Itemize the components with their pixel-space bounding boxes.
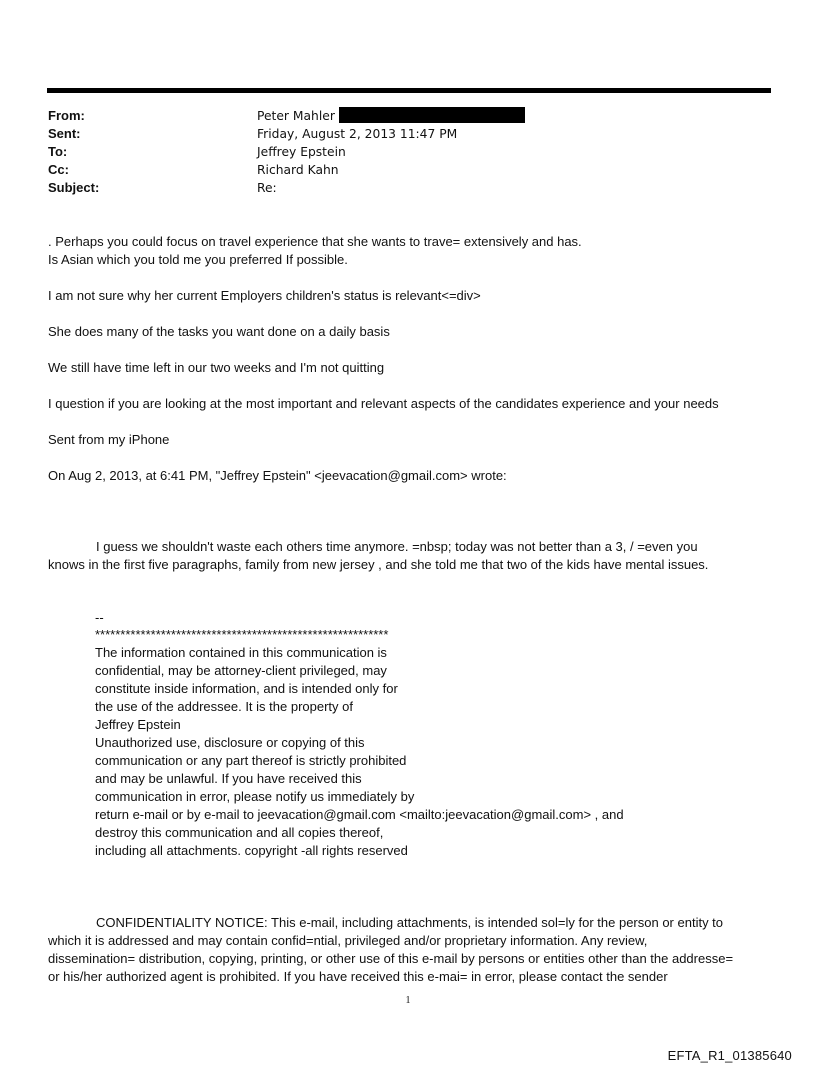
notice-line: dissemination= distribution, copying, printing, or other use of this e-mail by persons or entities other than the addresse= [48,951,734,966]
quoted-line: I guess we shouldn't waste each others time anymore. =nbsp; today was not better than a 3, / =even you [96,539,698,554]
body-line: She does many of the tasks you want done on a daily basis [48,324,390,339]
body-line: . Perhaps you could focus on travel experience that she wants to trave= extensively and has. [48,234,582,249]
notice-line: which it is addressed and may contain confid=ntial, privileged and/or proprietary information. Any review, [48,933,648,948]
disclaimer-line: the use of the addressee. It is the property of [95,699,353,714]
body-line: Sent from my iPhone [48,432,170,447]
disclaimer-line: Jeffrey Epstein [95,717,181,732]
subject-value: Re: [257,181,277,195]
to-label: To: [48,144,68,159]
disclaimer-line: and may be unlawful. If you have received this [95,771,362,786]
to-value: Jeffrey Epstein [257,145,346,159]
body-line: On Aug 2, 2013, at 6:41 PM, "Jeffrey Epstein" <jeevacation@gmail.com> wrote: [48,468,507,483]
confidentiality-notice [48,914,778,986]
disclaimer-dashes: -- [95,610,104,625]
from-label: From: [48,108,85,123]
cc-value: Richard Kahn [257,163,339,177]
header-rule [47,88,771,93]
disclaimer-block [95,609,624,860]
disclaimer-line: communication or any part thereof is strictly prohibited [95,753,407,768]
disclaimer-line: return e-mail or by e-mail to jeevacation@gmail.com <mailto:jeevacation@gmail.com> , and [95,807,624,822]
sent-label: Sent: [48,126,81,141]
disclaimer-line: The information contained in this communication is [95,645,387,660]
body-line: I question if you are looking at the most important and relevant aspects of the candidates experience and your needs [48,396,719,411]
page-number: 1 [405,995,411,1006]
disclaimer-stars: ********************************************************** [95,627,389,642]
sent-value: Friday, August 2, 2013 11:47 PM [257,127,458,141]
bates-number: EFTA_R1_01385640 [667,1048,792,1063]
disclaimer-line: confidential, may be attorney-client privileged, may [95,663,387,678]
body-paragraph [48,359,778,377]
cc-label: Cc: [48,162,69,177]
quoted-message [48,538,778,574]
body-line: We still have time left in our two weeks and I'm not quitting [48,360,385,375]
notice-line: or his/her authorized agent is prohibited. If you have received this e-mai= in error, please contact the sender [48,969,668,984]
quote-attribution [48,467,778,485]
disclaimer-line: including all attachments. copyright -all rights reserved [95,843,408,858]
from-value [257,107,525,125]
disclaimer-line: communication in error, please notify us immediately by [95,789,415,804]
disclaimer-line: Unauthorized use, disclosure or copying of this [95,735,365,750]
from-name: Peter Mahler [257,109,335,123]
redaction-box [339,107,525,123]
body-paragraph [48,287,778,305]
body-paragraph [48,323,778,341]
message-body [48,233,778,269]
subject-label: Subject: [48,180,100,195]
quoted-line: knows in the first five paragraphs, family from new jersey , and she told me that two of the kids have mental issues. [48,557,709,572]
body-paragraph [48,395,778,413]
disclaimer-line: constitute inside information, and is intended only for [95,681,398,696]
disclaimer-line: destroy this communication and all copies thereof, [95,825,384,840]
signature-line [48,431,778,449]
notice-line: CONFIDENTIALITY NOTICE: This e-mail, including attachments, is intended sol=ly for the person or entity to [96,915,724,930]
body-line: Is Asian which you told me you preferred If possible. [48,252,348,267]
body-line: I am not sure why her current Employers children's status is relevant<=div> [48,288,481,303]
